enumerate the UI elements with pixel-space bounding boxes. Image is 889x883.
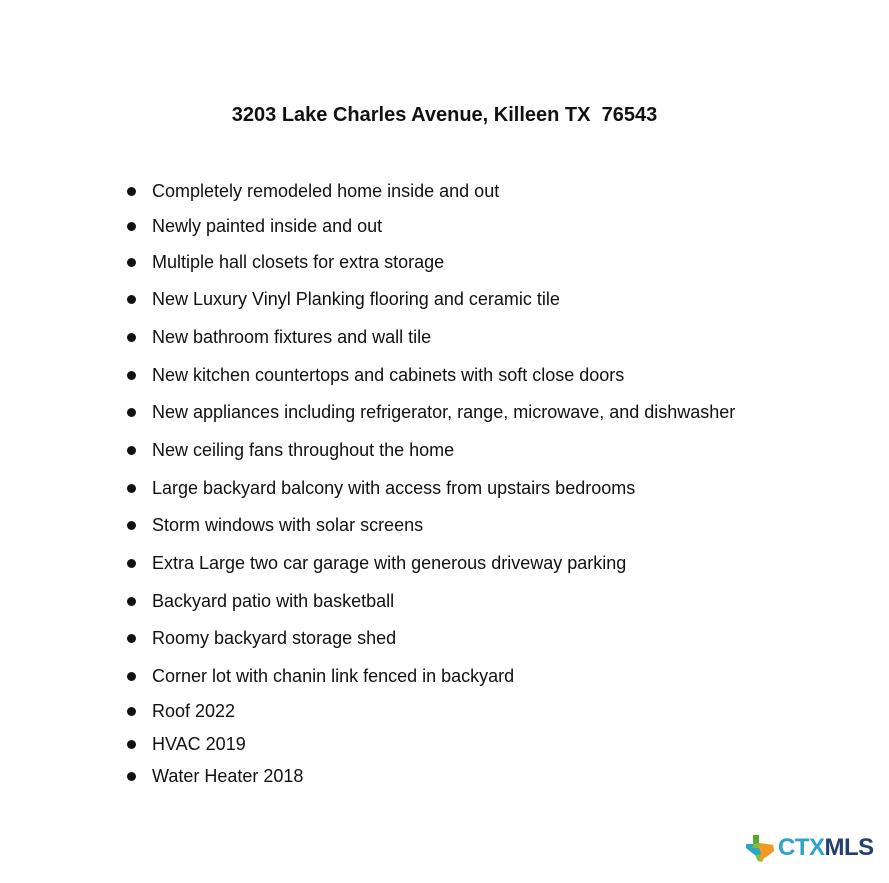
bullet-icon: [127, 408, 136, 417]
list-item-text: New Luxury Vinyl Planking flooring and ceramic tile: [152, 289, 560, 309]
list-item: [152, 627, 396, 649]
bullet-icon: [127, 371, 136, 380]
list-item-text: New appliances including refrigerator, range, microwave, and dishwasher: [152, 402, 736, 422]
bullet-icon: [127, 333, 136, 342]
bullet-icon: [127, 772, 136, 781]
list-item-text: Corner lot with chanin link fenced in backyard: [152, 666, 515, 686]
bullet-icon: [127, 295, 136, 304]
list-item: [152, 514, 423, 536]
bullet-icon: [127, 672, 136, 681]
list-item-text: Newly painted inside and out: [152, 216, 383, 236]
list-item-text: Roof 2022: [152, 701, 236, 721]
bullet-icon: [127, 187, 136, 196]
bullet-icon: [127, 484, 136, 493]
list-item-text: Water Heater 2018: [152, 766, 304, 786]
list-item: [152, 765, 303, 787]
list-item: [152, 401, 735, 423]
texas-map-icon: [744, 833, 776, 863]
list-item-text: New kitchen countertops and cabinets with soft close doors: [152, 365, 625, 385]
list-item-text: New bathroom fixtures and wall tile: [152, 327, 432, 347]
list-item: [152, 590, 394, 612]
list-item: [152, 700, 235, 722]
logo-ctx-text: CTX: [778, 834, 825, 861]
ctxmls-logo: [744, 831, 874, 865]
list-item: [152, 288, 560, 310]
list-item-text: New ceiling fans throughout the home: [152, 440, 455, 460]
list-item-text: Extra Large two car garage with generous driveway parking: [152, 553, 627, 573]
list-item-text: Storm windows with solar screens: [152, 515, 424, 535]
list-item: [152, 665, 514, 687]
logo-wordmark: [778, 834, 874, 862]
bullet-icon: [127, 446, 136, 455]
logo-mls-text: MLS: [824, 834, 874, 861]
bullet-icon: [127, 258, 136, 267]
list-item-text: Backyard patio with basketball: [152, 591, 395, 611]
list-item: [152, 180, 499, 202]
bullet-icon: [127, 740, 136, 749]
bullet-icon: [127, 521, 136, 530]
list-item-text: Large backyard balcony with access from upstairs bedrooms: [152, 478, 636, 498]
list-item-text: Multiple hall closets for extra storage: [152, 252, 445, 272]
bullet-icon: [127, 222, 136, 231]
list-item-text: Roomy backyard storage shed: [152, 628, 397, 648]
bullet-icon: [127, 597, 136, 606]
list-item: [152, 477, 635, 499]
list-item: [152, 251, 444, 273]
list-item: [152, 552, 626, 574]
list-item: [152, 439, 454, 461]
document-title: 3203 Lake Charles Avenue, Killeen TX 76543: [231, 104, 658, 126]
list-item: [152, 364, 624, 386]
list-item: [152, 215, 382, 237]
list-item-text: HVAC 2019: [152, 734, 246, 754]
bullet-icon: [127, 559, 136, 568]
bullet-icon: [127, 634, 136, 643]
list-item: [152, 733, 246, 755]
bullet-icon: [127, 707, 136, 716]
list-item-text: Completely remodeled home inside and out: [152, 181, 500, 201]
list-item: [152, 326, 431, 348]
